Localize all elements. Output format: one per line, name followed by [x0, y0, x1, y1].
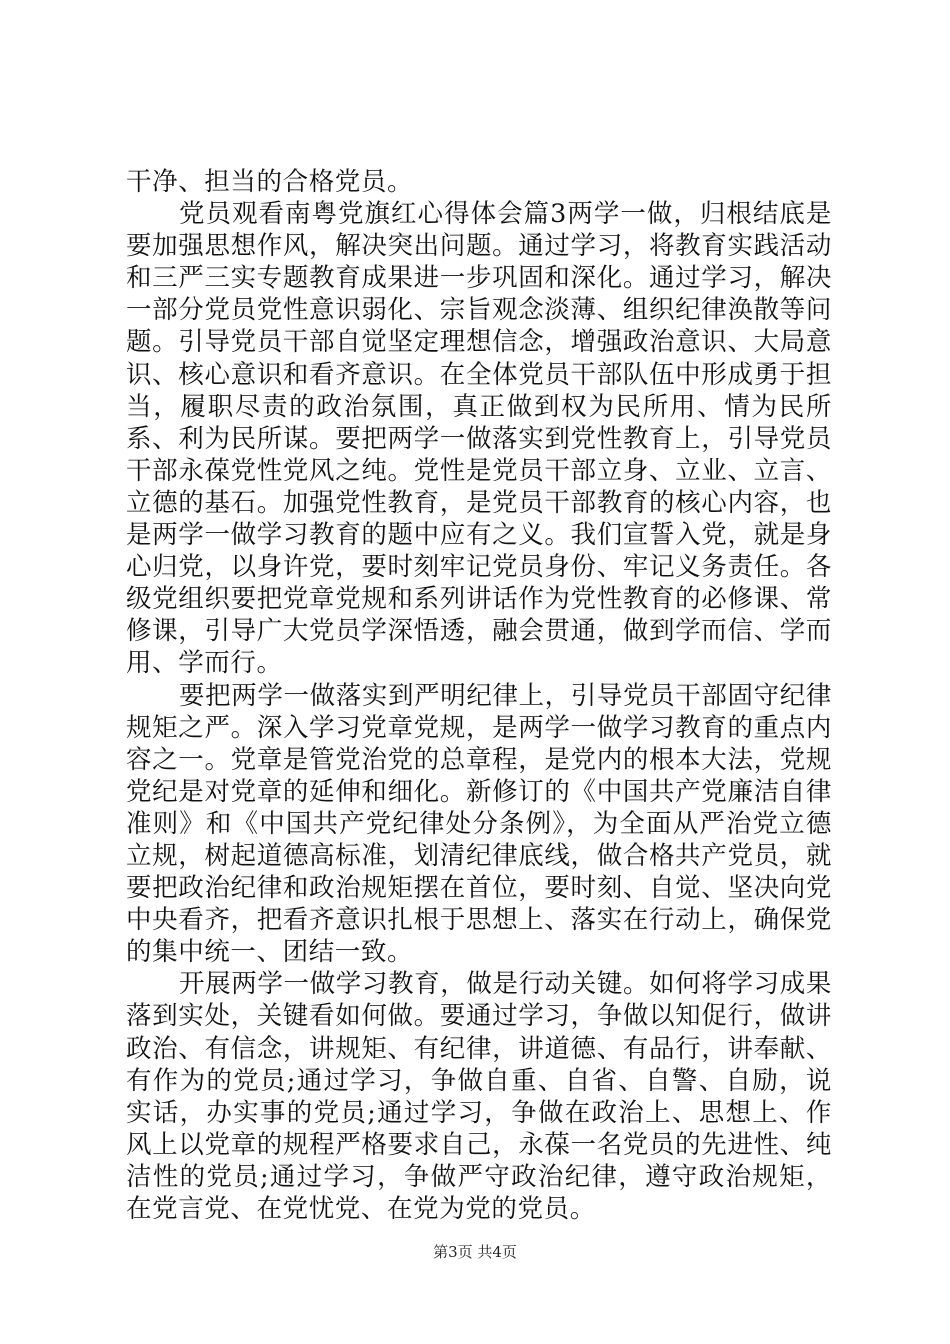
paragraph-discipline: 要把两学一做落实到严明纪律上，引导党员干部固守纪律规矩之严。深入学习党章党规，是两学一做学习教育的重点内容之一。党章是管党治党的总章程，是党内的根本大法，党规党纪是对党章的延伸和细化。新修订的《中国共产党廉洁自律准则》和《中国共产党纪律处分条例》，为全面从严治党立德立规，树起道德高标准，划清纪律底线，做合格共产党员，就要把政治纪律和政治规矩摆在首位，要时刻、自觉、坚决向党中央看齐，把看齐意识扎根于思想上、落实在行动上，确保党的集中统一、团结一致。 [126, 680, 832, 968]
paragraph-study-and-practice: 党员观看南粤党旗红心得体会篇3两学一做，归根结底是要加强思想作风，解决突出问题。通过学习，将教育实践活动和三严三实专题教育成果进一步巩固和深化。通过学习，解决一部分党员党性意识弱化、宗旨观念淡薄、组织纪律涣散等问题。引导党员干部自觉坚定理想信念，增强政治意识、大局意识、核心意识和看齐意识。在全体党员干部队伍中形成勇于担当，履职尽责的政治氛围，真正做到权为民所用、情为民所系、利为民所谋。要把两学一做落实到党性教育上，引导党员干部永葆党性党风之纯。党性是党员干部立身、立业、立言、立德的基石。加强党性教育，是党员干部教育的核心内容，也是两学一做学习教育的题中应有之义。我们宣誓入党，就是身心归党，以身许党，要时刻牢记党员身份、牢记义务责任。各级党组织要把党章党规和系列讲话作为党性教育的必修课、常修课，引导广大党员学深悟透，融会贯通，做到学而信、学而用、学而行。 [126, 199, 832, 679]
document-body [126, 166, 832, 1225]
paragraph-action: 开展两学一做学习教育，做是行动关键。如何将学习成果落到实处，关键看如何做。要通过学习，争做以知促行，做讲政治、有信念，讲规矩、有纪律，讲道德、有品行，讲奉献、有作为的党员;通过学习，争做自重、自省、自警、自励，说实话，办实事的党员;通过学习，争做在政治上、思想上、作风上以党章的规程严格要求自己，永葆一名党员的先进性、纯洁性的党员;通过学习，争做严守政治纪律，遵守政治规矩，在党言党、在党忧党、在党为党的党员。 [126, 969, 832, 1224]
paragraph-continuation: 干净、担当的合格党员。 [126, 167, 414, 197]
page-number-footer: 第3页 共4页 [433, 1243, 517, 1261]
